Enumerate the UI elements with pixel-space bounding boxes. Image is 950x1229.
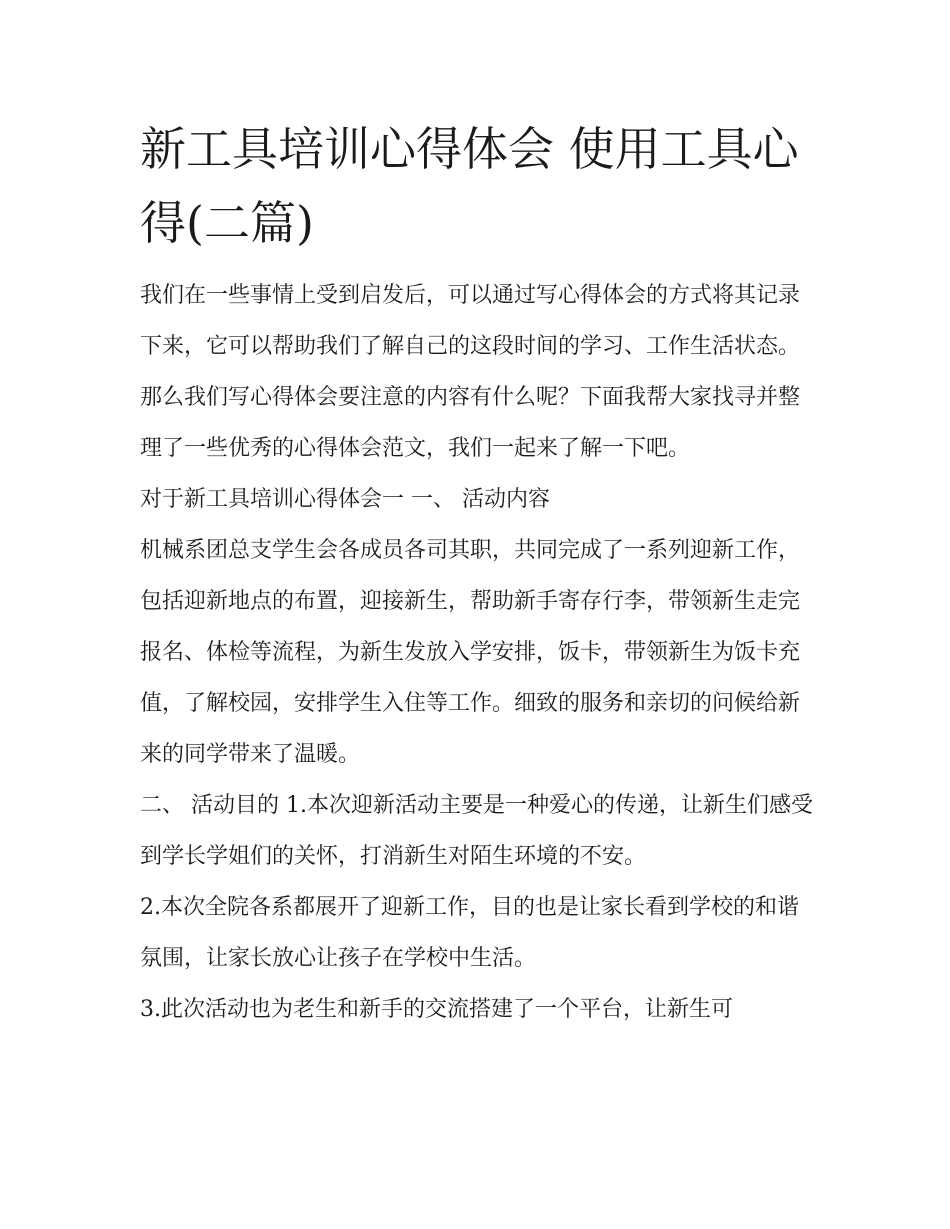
intro-paragraph: 我们在一些事情上受到启发后，可以通过写心得体会的方式将其记录下来，它可以帮助我们了解自己的这段时间的学习、工作生活状态。那么我们写心得体会要注意的内容有什么呢？下面我帮大家找寻并整理了一些优秀的心得体会范文，我们一起来了解一下吧。 (140, 283, 801, 461)
document-body (140, 112, 820, 1035)
purpose-item-2-paragraph: 2.本次全院各系都展开了迎新工作，目的也是让家长看到学校的和谐氛围，让家长放心让孩子在学校中生活。 (140, 895, 799, 971)
activity-content-paragraph: 机械系团总支学生会各成员各司其职，共同完成了一系列迎新工作，包括迎新地点的布置，迎接新生，帮助新手寄存行李，带领新生走完报名、体检等流程，为新生发放入学安排，饭卡，带领新生为饭卡充值，了解校园，安排学生入住等工作。细致的服务和亲切的问候给新来的同学带来了温暖。 (140, 538, 801, 767)
document-title: 新工具培训心得体会 使用工具心得(二篇) (140, 122, 799, 250)
activity-purpose-paragraph: 二、 活动目的 1.本次迎新活动主要是一种爱心的传递，让新生们感受到学长学姐们的关怀，打消新生对陌生环境的不安。 (140, 793, 813, 869)
purpose-item-3-paragraph: 3.此次活动也为老生和新手的交流搭建了一个平台，让新生可 (140, 997, 733, 1022)
section-heading: 对于新工具培训心得体会一 一、 活动内容 (140, 487, 550, 512)
